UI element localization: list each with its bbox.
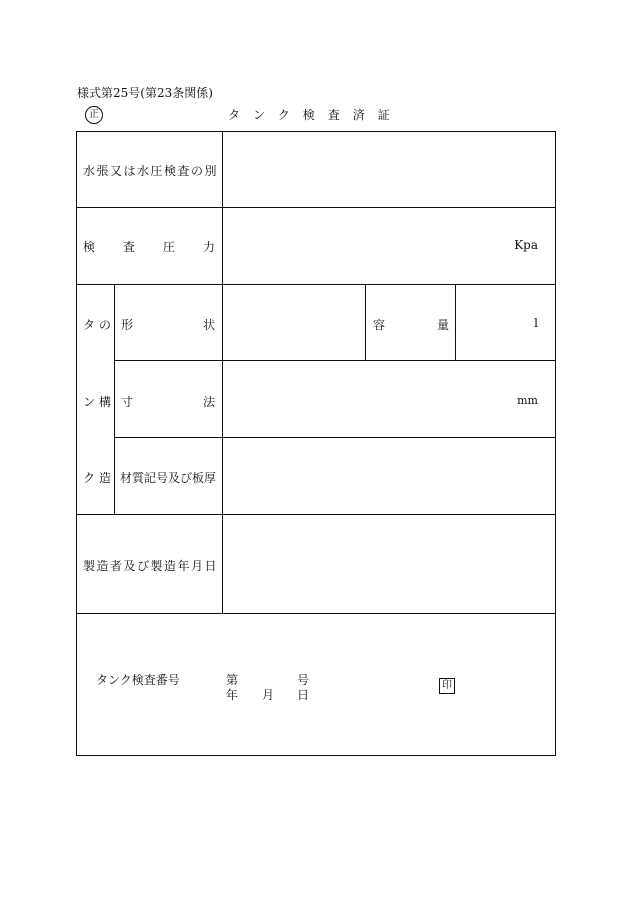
manufacturer-label: 製造者及び製造年月日 [83, 559, 219, 573]
material-label: 材質記号及び板厚 [120, 471, 217, 485]
capacity-divider [455, 284, 456, 361]
document-title: タンク検査済証 [228, 108, 403, 122]
structure-char: の [99, 318, 112, 332]
table-border-right [555, 131, 556, 756]
date-year: 年 [226, 688, 239, 702]
table-border-bottom [76, 755, 556, 756]
inspection-pressure-label: 検 査 圧 力 [83, 240, 215, 254]
capacity-unit: l [534, 316, 538, 330]
inspection-number-label: タンク検査番号 [96, 673, 180, 687]
capacity-divider [365, 284, 366, 361]
number-suffix: 号 [297, 673, 310, 687]
structure-group-divider [114, 284, 115, 515]
row-divider [76, 514, 556, 515]
form-number: 様式第25号(第23条関係) [77, 86, 213, 100]
structure-char: ン [83, 395, 96, 409]
seal-mark: 印 [439, 678, 455, 694]
capacity-label: 容 量 [373, 318, 449, 332]
table-border-top [76, 131, 556, 132]
date-month: 月 [262, 688, 275, 702]
row-divider [114, 437, 556, 438]
structure-char: ク [83, 471, 96, 485]
number-prefix: 第 [226, 673, 239, 687]
structure-char: 造 [99, 471, 112, 485]
row-divider [76, 207, 556, 208]
row-divider [76, 613, 556, 614]
pressure-unit: Kpa [514, 238, 538, 252]
inspection-type-label: 水張又は水圧検査の別 [83, 164, 219, 178]
structure-char: 構 [99, 395, 112, 409]
dimension-label: 寸 法 [121, 395, 215, 409]
row-divider [114, 360, 556, 361]
circled-stamp-mark: 正 [85, 106, 103, 124]
table-border-left [76, 131, 77, 756]
label-column-divider [222, 131, 223, 614]
row-divider [76, 284, 556, 285]
date-day: 日 [297, 688, 310, 702]
dimension-unit: mm [517, 394, 538, 407]
structure-char: タ [83, 318, 96, 332]
shape-label: 形 状 [121, 318, 215, 332]
